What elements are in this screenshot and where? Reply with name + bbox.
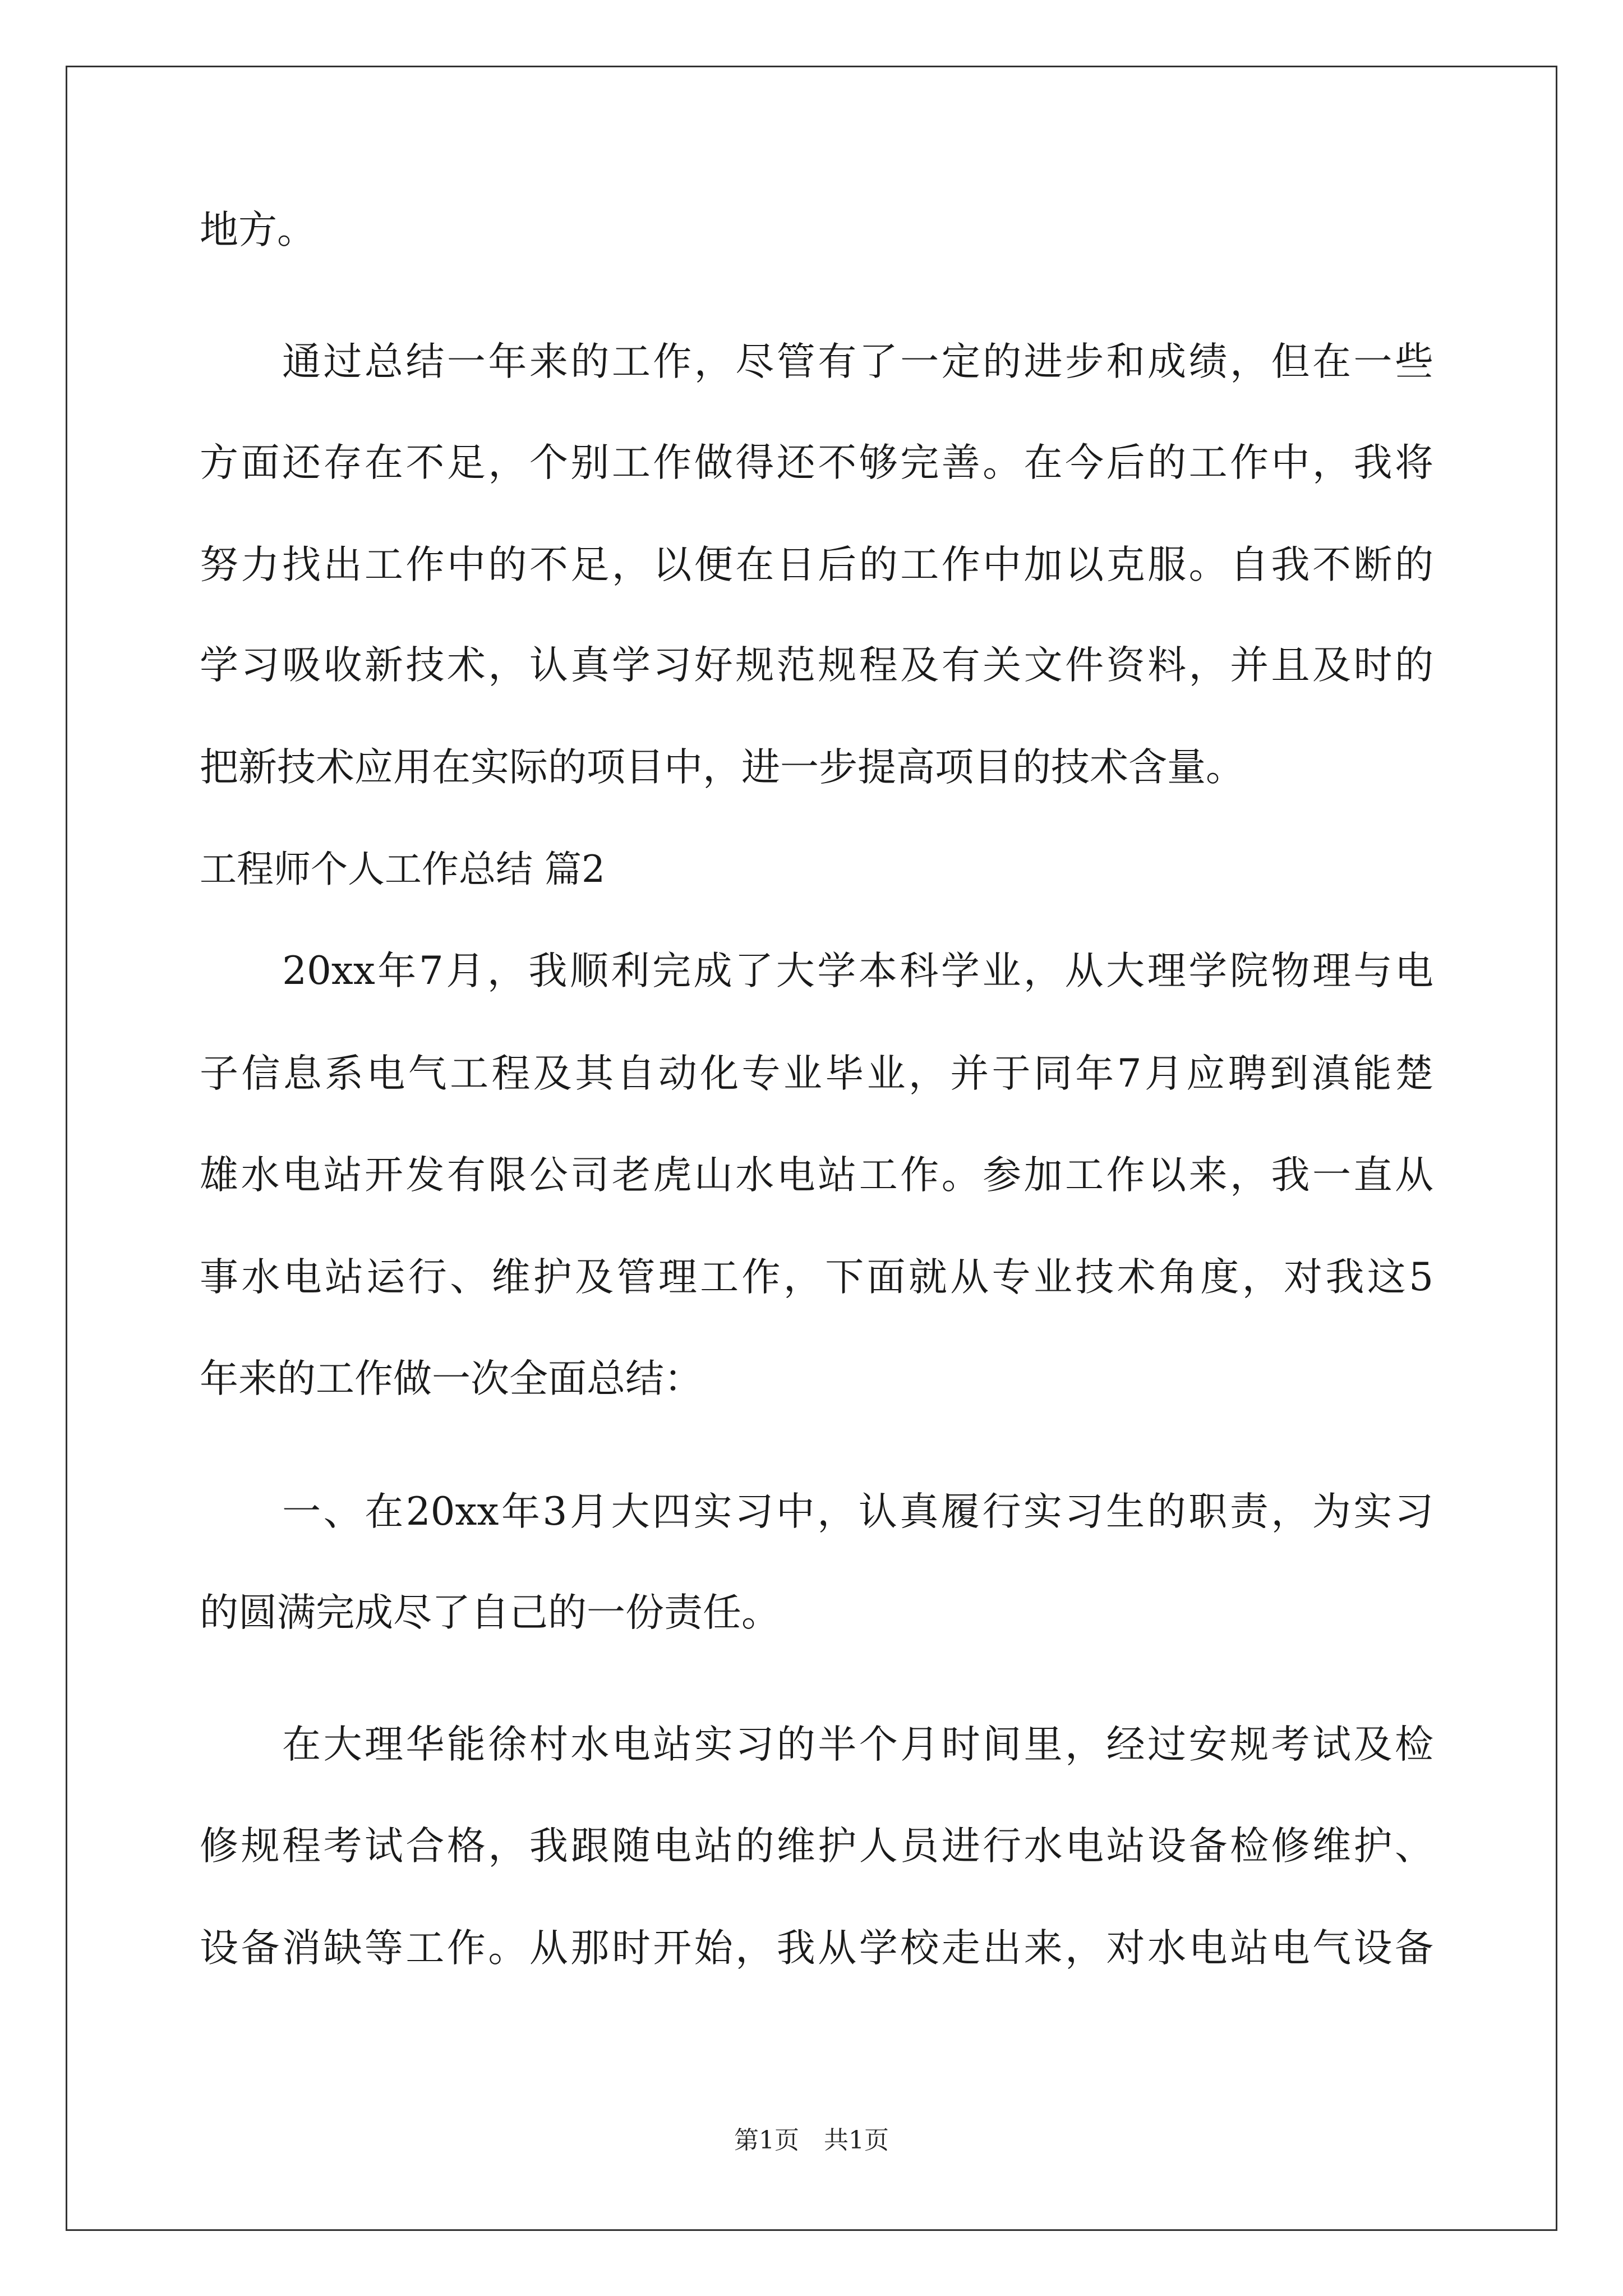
body-line: 雄水电站开发有限公司老虎山水电站工作。参加工作以来，我一直从 [200,1153,1433,1198]
body-line: 地方。 [200,208,316,252]
body-line: 的圆满完成尽了自己的一份责任。 [200,1590,780,1635]
section-heading: 工程师个人工作总结 篇2 [200,848,605,891]
body-line: 方面还存在不足，个别工作做得还不够完善。在今后的工作中，我将 [200,440,1433,485]
body-line: 子信息系电气工程及其自动化专业毕业，并于同年7月应聘到滇能楚 [200,1051,1433,1096]
page-footer [0,2125,1623,2156]
body-line: 把新技术应用在实际的项目中，进一步提高项目的技术含量。 [200,745,1244,790]
page-number-label: 第1页 共1页 [734,2126,889,2155]
page-border [66,66,1557,2231]
body-line: 努力找出工作中的不足，以便在日后的工作中加以克服。自我不断的 [200,542,1433,587]
body-line: 年来的工作做一次全面总结： [200,1356,703,1401]
body-line: 20xx年7月，我顺利完成了大学本科学业，从大理学院物理与电 [200,949,1433,993]
body-line: 设备消缺等工作。从那时开始，我从学校走出来，对水电站电气设备 [200,1926,1433,1971]
body-line: 通过总结一年来的工作，尽管有了一定的进步和成绩，但在一些 [200,339,1433,384]
body-line: 一、在20xx年3月大四实习中，认真履行实习生的职责，为实习 [200,1489,1433,1534]
body-line: 修规程考试合格，我跟随电站的维护人员进行水电站设备检修维护、 [200,1824,1433,1869]
body-line: 事水电站运行、维护及管理工作，下面就从专业技术角度，对我这5 [200,1255,1433,1300]
body-line: 在大理华能徐村水电站实习的半个月时间里，经过安规考试及检 [200,1722,1433,1767]
body-line: 学习吸收新技术，认真学习好规范规程及有关文件资料，并且及时的 [200,643,1433,688]
